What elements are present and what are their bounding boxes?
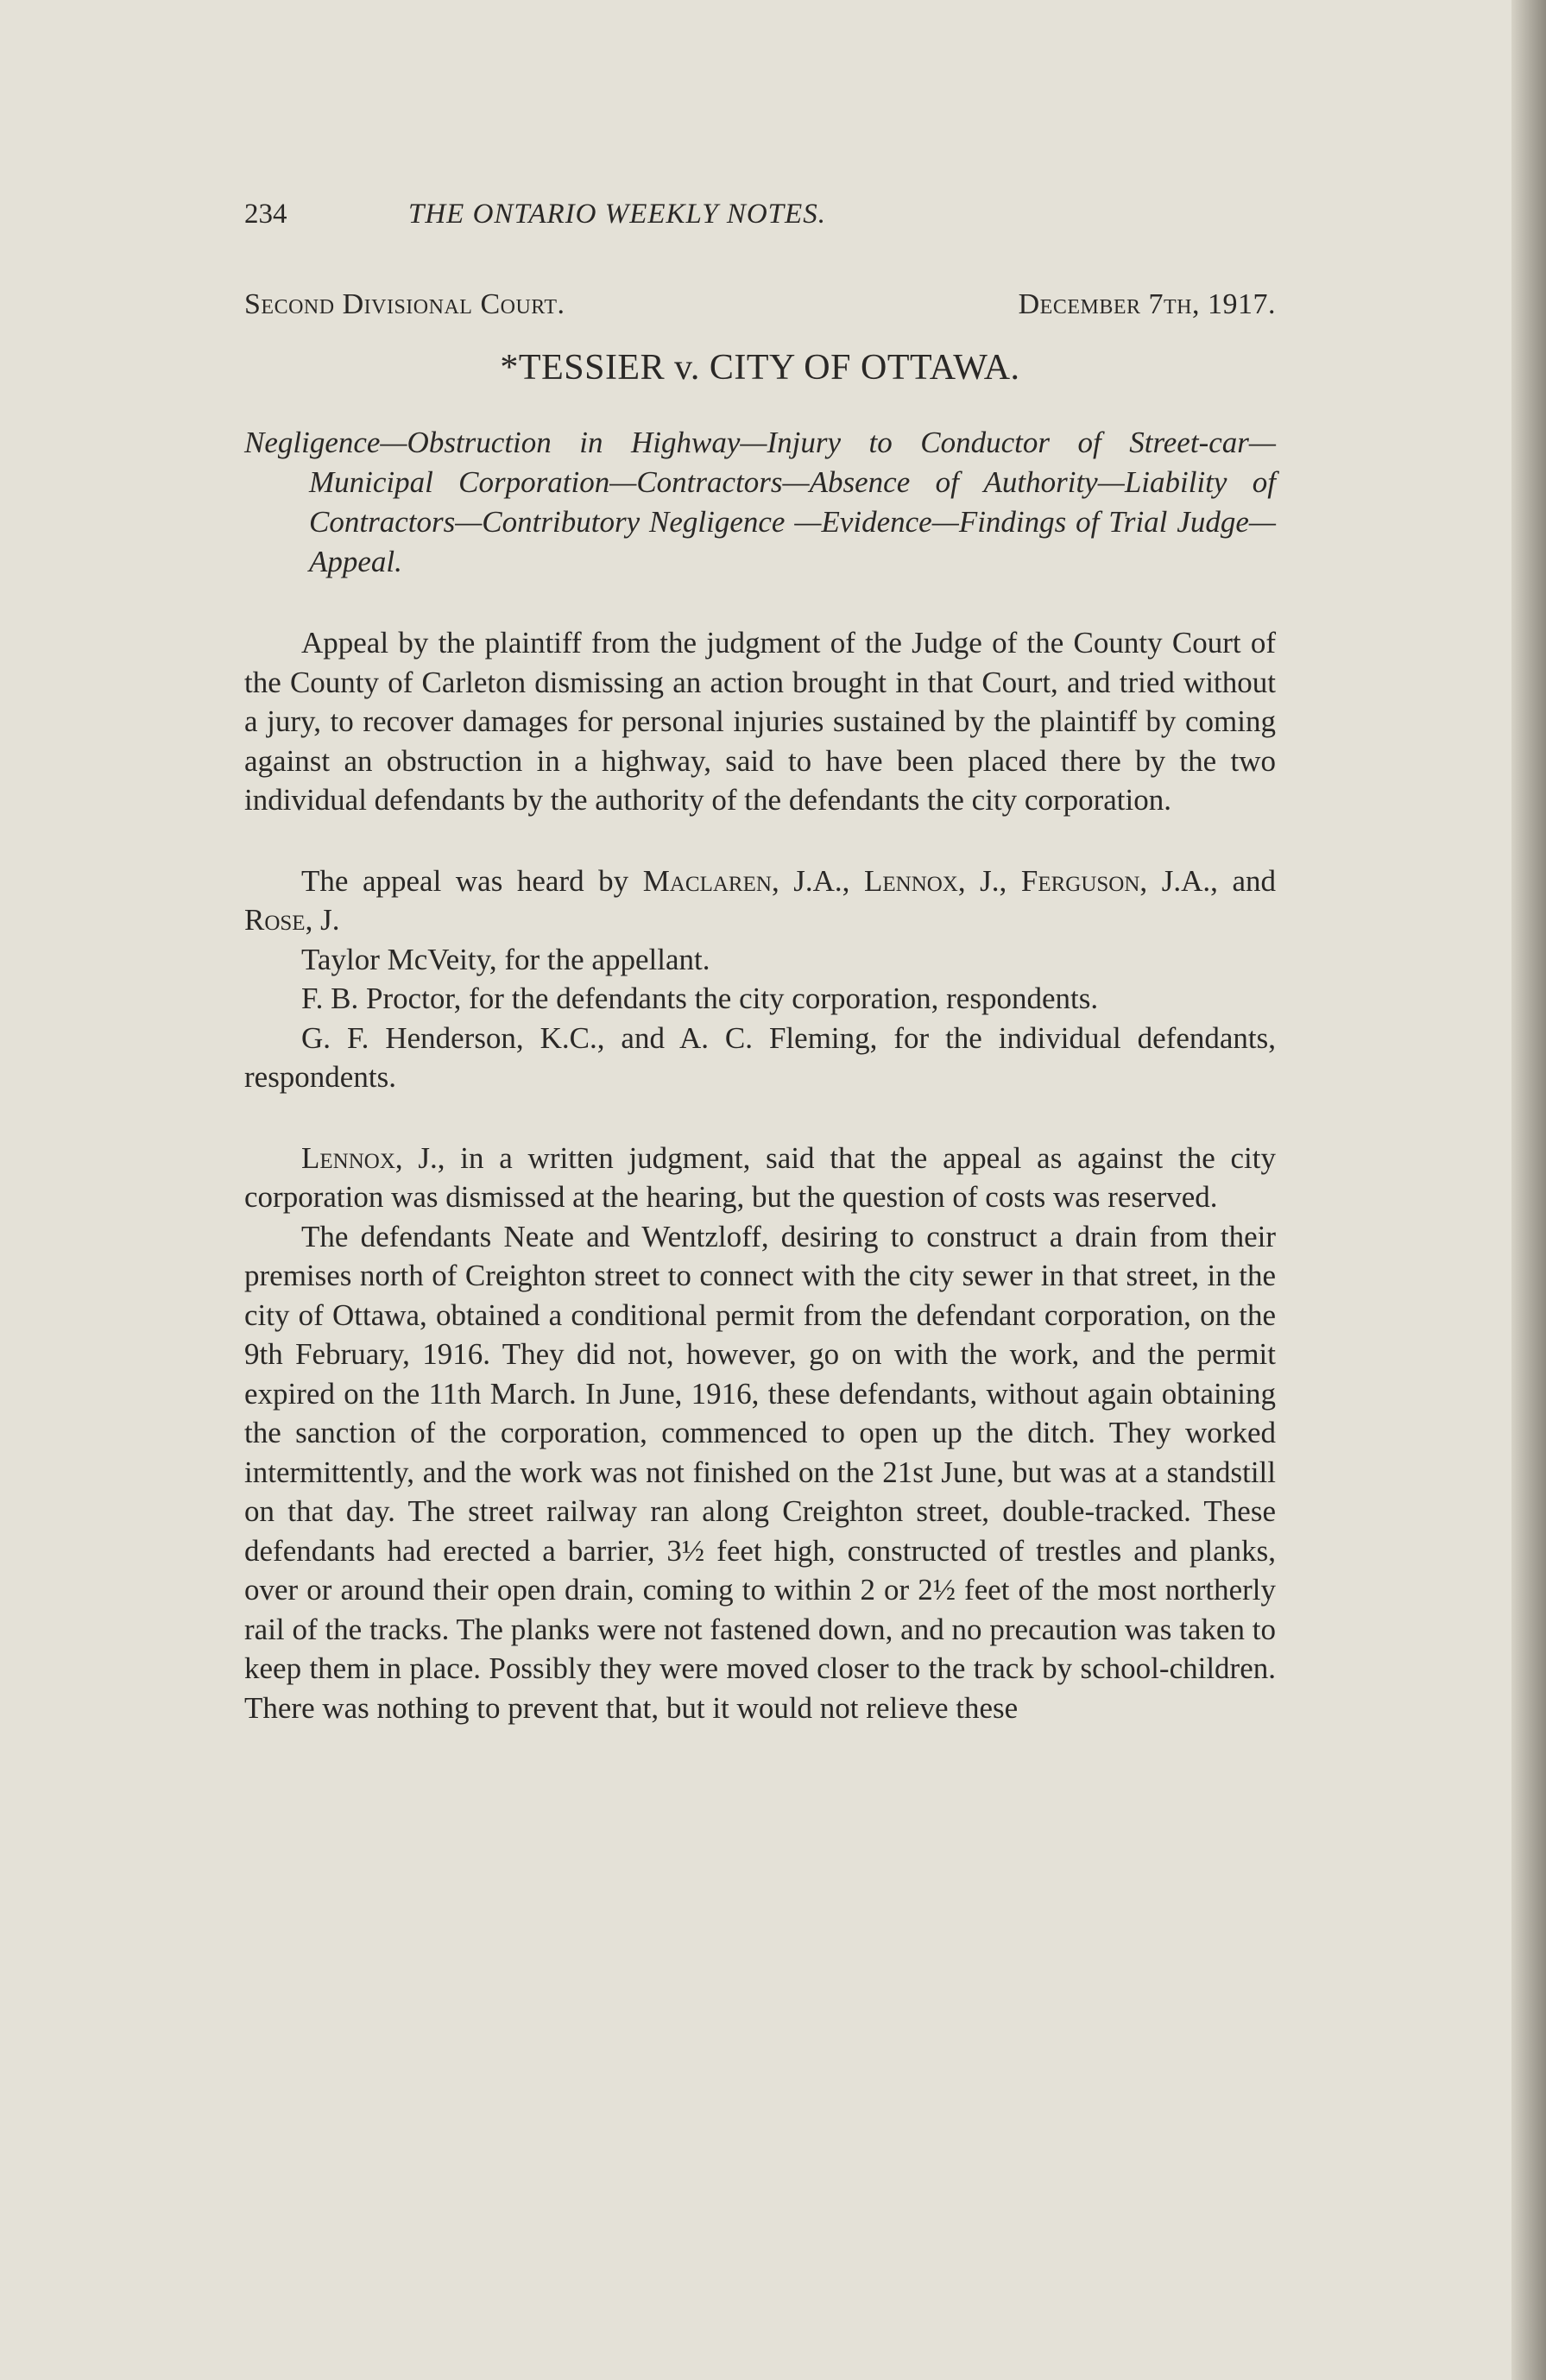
counsel-city: F. B. Proctor, for the defendants the city corporation, respondents. <box>301 982 1099 1015</box>
court-name: Second Divisional Court. <box>244 288 565 320</box>
appeal-intro-paragraph: Appeal by the plaintiff from the judgment of the Judge of the County Court of the County of Carleton dismissing an action brought in that Court, and tried without a jury, to recover damages for personal injuries sustained by the plaintiff by coming against an obstruction in a highway, said to have been placed there by the two individual defendants by the authority of the defendants the city corporation. <box>244 626 1276 817</box>
judge-name: Rose <box>244 903 306 937</box>
judge-name: Ferguson <box>1020 863 1140 898</box>
counsel-appellant: Taylor McVeity, for the appellant. <box>301 942 710 976</box>
hearing-prefix: The appeal was heard by <box>301 863 643 898</box>
judgment-body-paragraph: The defendants Neate and Wentzloff, desiring to construct a drain from their premises north of Creighton street to connect with the city sewer in that street, in the city of Ottawa, obtained a conditional permit from the defendant corporation, on the 9th February, 1916. They did not, however, go on with the work, and the permit expired on the 11th March. In June, 1916, these defendants, without again obtaining the sanction of the corporation, commenced to open up the ditch. They worked intermittently, and the work was not finished on the 21st June, but was at a standstill on that day. The street railway ran along Creighton street, double-tracked. These defendants had erected a barrier, 3½ feet high, constructed of trestles and planks, over or around their open drain, coming to within 2 or 2½ feet of the most northerly rail of the tracks. The planks were not fastened down, and no precaution was taken to keep them in place. Possibly they were moved closer to the track by school-children. There was nothing to prevent that, but it would not relieve these <box>244 1219 1276 1725</box>
page-number: 234 <box>244 199 287 230</box>
judge-name: Lennox <box>863 863 958 898</box>
hearing-separator: , J.A., <box>771 863 864 898</box>
case-title: *TESSIER v. CITY OF OTTAWA. <box>500 348 1020 388</box>
judgment-judge: Lennox <box>301 1140 395 1175</box>
journal-title: THE ONTARIO WEEKLY NOTES. <box>408 199 826 230</box>
running-head <box>244 199 1276 237</box>
hearing-separator: , J., <box>957 863 1021 898</box>
judgment-opening-text: , J., in a written judgment, said that the appeal as against the city corporation was dismissed at the hearing, but the question of costs was reserved. <box>244 1140 1276 1214</box>
judgment-opening-paragraph <box>244 1139 1276 1217</box>
page-content <box>244 199 1276 1727</box>
page-edge <box>1511 0 1546 2380</box>
judge-name: Maclaren <box>642 863 772 898</box>
hearing-suffix: , J. <box>305 903 340 937</box>
counsel-individual: G. F. Henderson, K.C., and A. C. Fleming, for the individual defendants, respondents. <box>244 1020 1276 1094</box>
hearing-paragraph <box>244 862 1276 940</box>
hearing-separator: , J.A., and <box>1139 863 1276 898</box>
court-line <box>244 288 1276 321</box>
decision-date: December 7th, 1917. <box>1018 288 1276 320</box>
headnote: Negligence—Obstruction in Highway—Injury to Conductor of Street-car—Municipal Corporation—Contractors—Absence of Authority—Liability of Contractors—Contributory Negligence —Evidence—Findings of Trial Judge—Appeal. <box>244 426 1276 578</box>
